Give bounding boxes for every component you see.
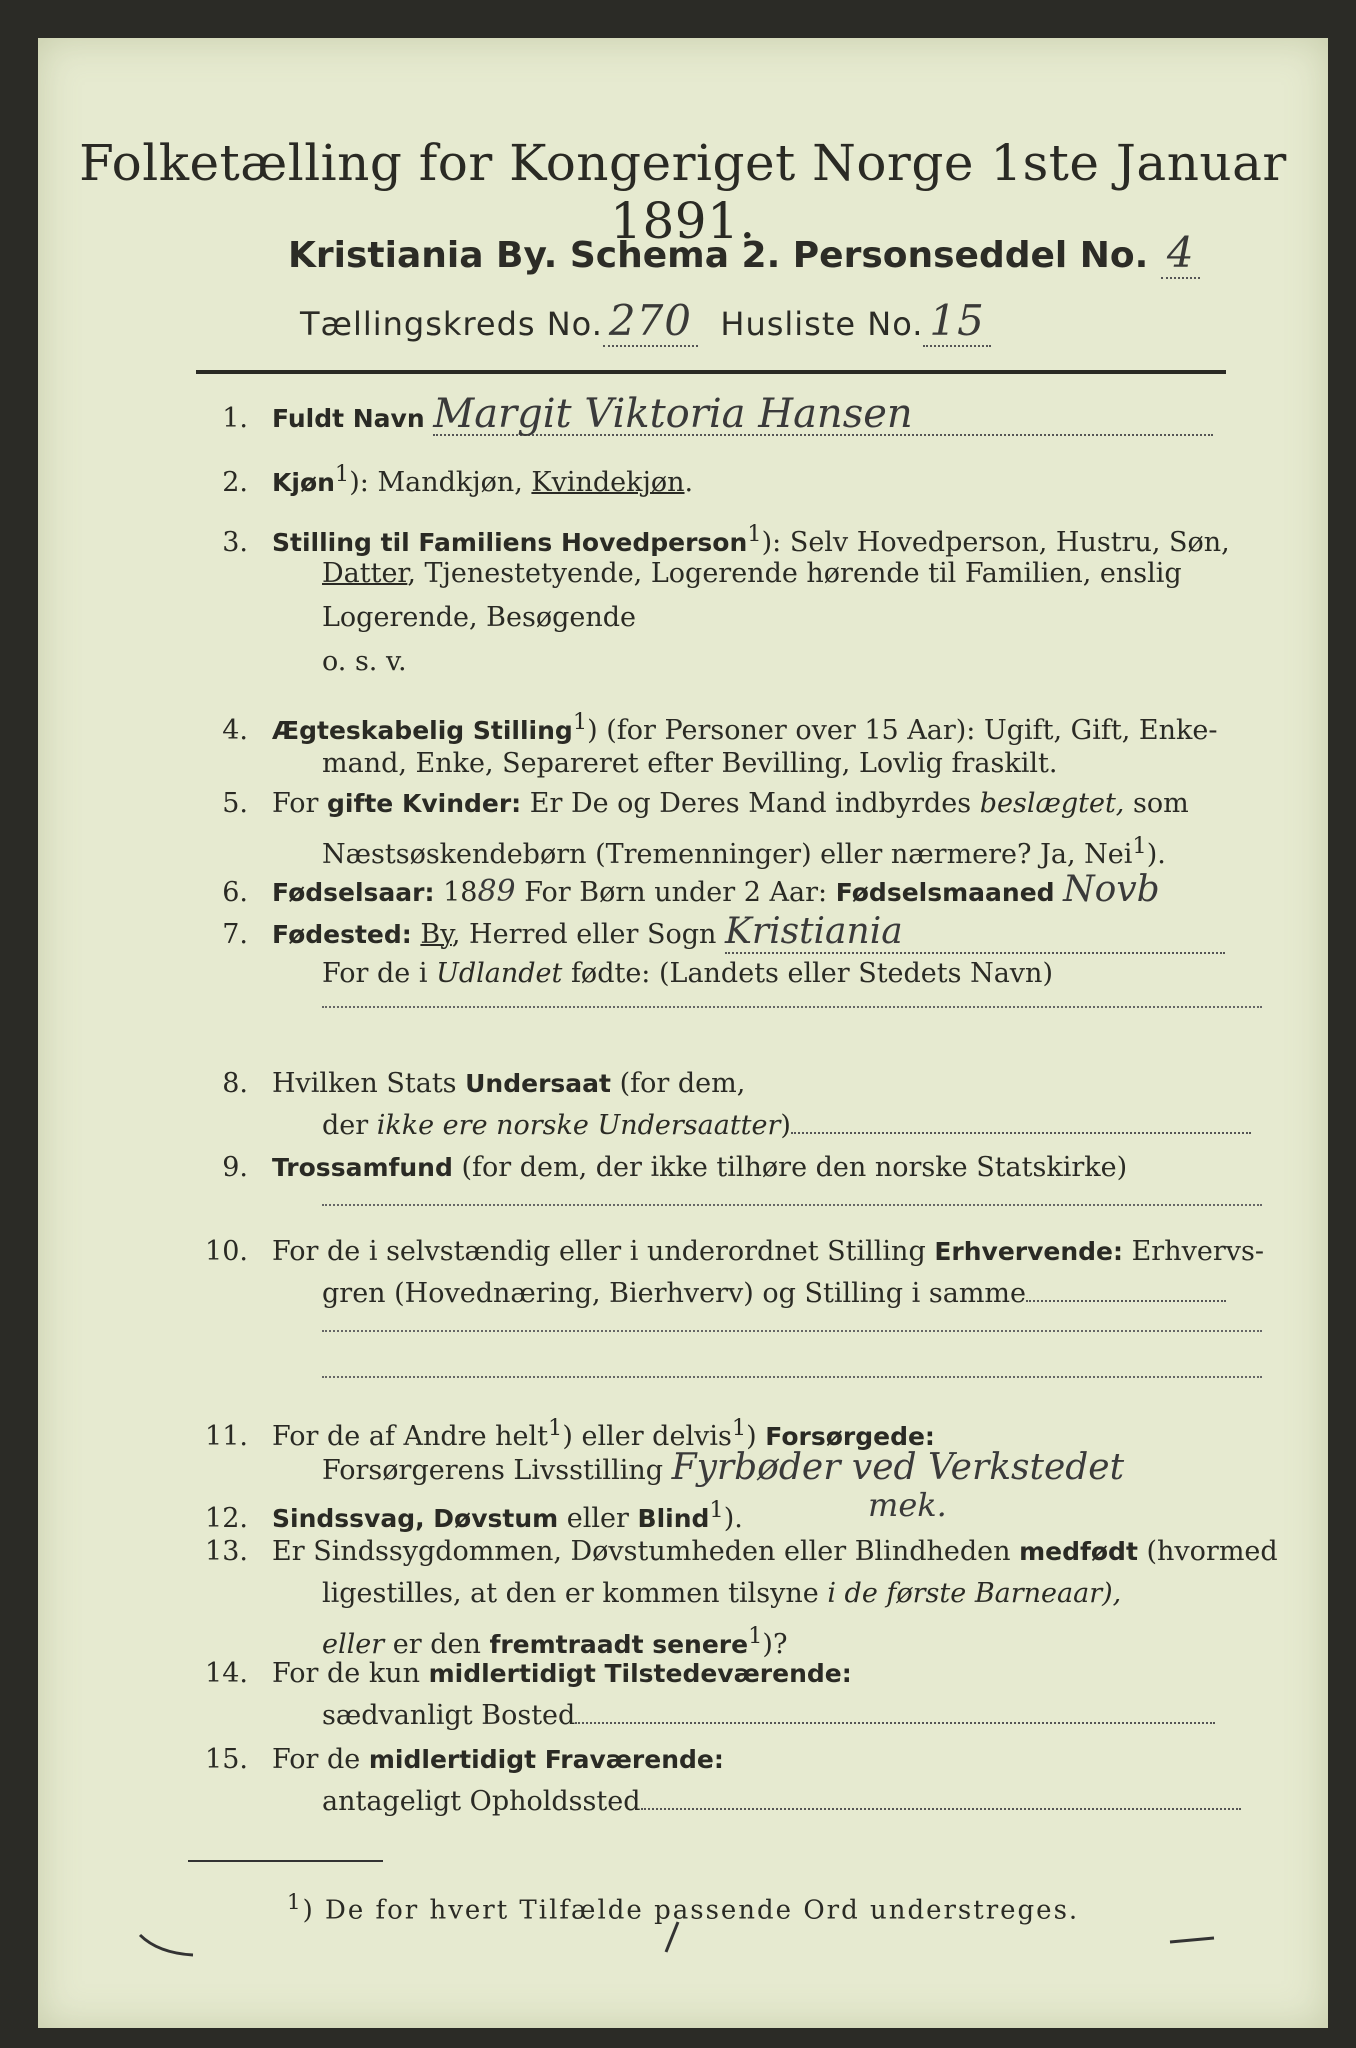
name-answer: Margit Viktoria Hansen xyxy=(433,394,1213,436)
item-13-line-2: ligestilles, at den er kommen tilsyne i de første Barneaar), xyxy=(322,1578,1122,1609)
item-6: 6. Fødselsaar: 1889 For Børn under 2 Aar: Fødselsmaaned Novb xyxy=(222,869,1160,910)
item-11: 11. For de af Andre helt$^1$) eller delvis$^1$) Forsørgede: xyxy=(205,1415,935,1452)
ink-mark xyxy=(138,1933,198,1963)
item-12: 12. Sindssvag, Døvstum eller Blind$^1$). xyxy=(205,1497,743,1534)
item-3-line-2: Datter, Tjenestetyende, Logerende hørende til Familien, enslig xyxy=(322,558,1182,589)
census-form xyxy=(38,38,1328,2028)
item-1: 1. Fuldt Navn Margit Viktoria Hansen xyxy=(188,394,1248,439)
form-subtitle xyxy=(288,228,1200,277)
item-9: 9. Trossamfund (for dem, der ikke tilhøre den norske Statskirke) xyxy=(222,1152,1128,1183)
item-14: 14. For de kun midlertidigt Tilstedeværende: xyxy=(205,1658,852,1689)
item-10-blank-line-1 xyxy=(322,1330,1262,1332)
form-title: Folketælling for Kongeriget Norge 1ste Januar 1891. xyxy=(79,134,1287,250)
item-10-blank-line-2 xyxy=(322,1376,1262,1378)
provider-occupation-answer-2: mek. xyxy=(868,1486,947,1524)
item-2: 2. Kjøn$^1$): Mandkjøn, Kvindekjøn. xyxy=(222,461,694,498)
krets-number: 270 xyxy=(603,296,698,347)
item-3: 3. Stilling til Familiens Hovedperson$^1$): Selv Hovedperson, Hustru, Søn, xyxy=(222,521,1230,558)
form-subtitle-2 xyxy=(300,296,991,345)
item-14-line-2: sædvanligt Bosted xyxy=(322,1696,1215,1736)
husliste-number: 15 xyxy=(923,296,990,347)
birthplace-answer: Kristiania xyxy=(725,912,1225,954)
ink-mark xyxy=(658,1918,688,1958)
birth-month-answer: Novb xyxy=(1063,869,1160,910)
personseddel-number: 4 xyxy=(1161,228,1200,279)
footnote-rule xyxy=(188,1860,383,1862)
item-7-blank-line xyxy=(322,1006,1262,1008)
item-7: 7. Fødested: By, Herred eller Sogn Kristiania xyxy=(188,912,1248,955)
item-4: 4. Ægteskabelig Stilling$^1$) (for Personer over 15 Aar): Ugift, Gift, Enke- xyxy=(222,709,1218,746)
birth-year-answer: 89 xyxy=(477,874,516,909)
provider-occupation-answer: Fyrbøder ved Verkstedet xyxy=(671,1447,1125,1488)
header-rule xyxy=(196,370,1226,374)
item-13-line-3: eller er den fremtraadt senere$^1$)? xyxy=(322,1623,788,1660)
subtitle-prefix: Kristiania By. Schema 2. Personseddel No. xyxy=(288,235,1149,276)
item-10-line-2: gren (Hovednæring, Bierhverv) og Stilling i samme xyxy=(322,1274,1226,1314)
item-3-line-4: o. s. v. xyxy=(322,646,407,677)
item-9-blank-line xyxy=(322,1204,1262,1206)
ink-mark xyxy=(1168,1930,1218,1950)
item-7-line-2: For de i Udlandet fødte: (Landets eller Stedets Navn) xyxy=(322,958,1053,989)
footnote: $^1$) De for hvert Tilfælde passende Ord understreges. xyxy=(286,1890,1080,1926)
item-8-line-2: der ikke ere norske Undersaatter) xyxy=(322,1106,1251,1146)
item-15: 15. For de midlertidigt Fraværende: xyxy=(205,1744,724,1775)
krets-label: Tællingskreds No. xyxy=(300,305,603,343)
item-4-line-2: mand, Enke, Separeret efter Bevilling, Lovlig fraskilt. xyxy=(322,748,1058,779)
item-11-line-2: Forsørgerens Livsstilling Fyrbøder ved Verkstedet xyxy=(322,1447,1125,1488)
item-3-line-3: Logerende, Besøgende xyxy=(322,602,636,633)
item-5-line-2: Næstsøskendebørn (Tremenninger) eller nærmere? Ja, Nei$^1$). xyxy=(322,833,1166,870)
item-10: 10. For de i selvstændig eller i underordnet Stilling Erhvervende: Erhvervs- xyxy=(205,1236,1264,1267)
husliste-label: Husliste No. xyxy=(720,305,924,343)
item-8: 8. Hvilken Stats Undersaat (for dem, xyxy=(222,1068,746,1099)
item-5: 5. For gifte Kvinder: Er De og Deres Mand indbyrdes beslægtet, som xyxy=(222,788,1189,819)
item-13: 13. Er Sindssygdommen, Døvstumheden eller Blindheden medfødt (hvormed xyxy=(205,1536,1278,1567)
item-15-line-2: antageligt Opholdssted xyxy=(322,1782,1241,1822)
